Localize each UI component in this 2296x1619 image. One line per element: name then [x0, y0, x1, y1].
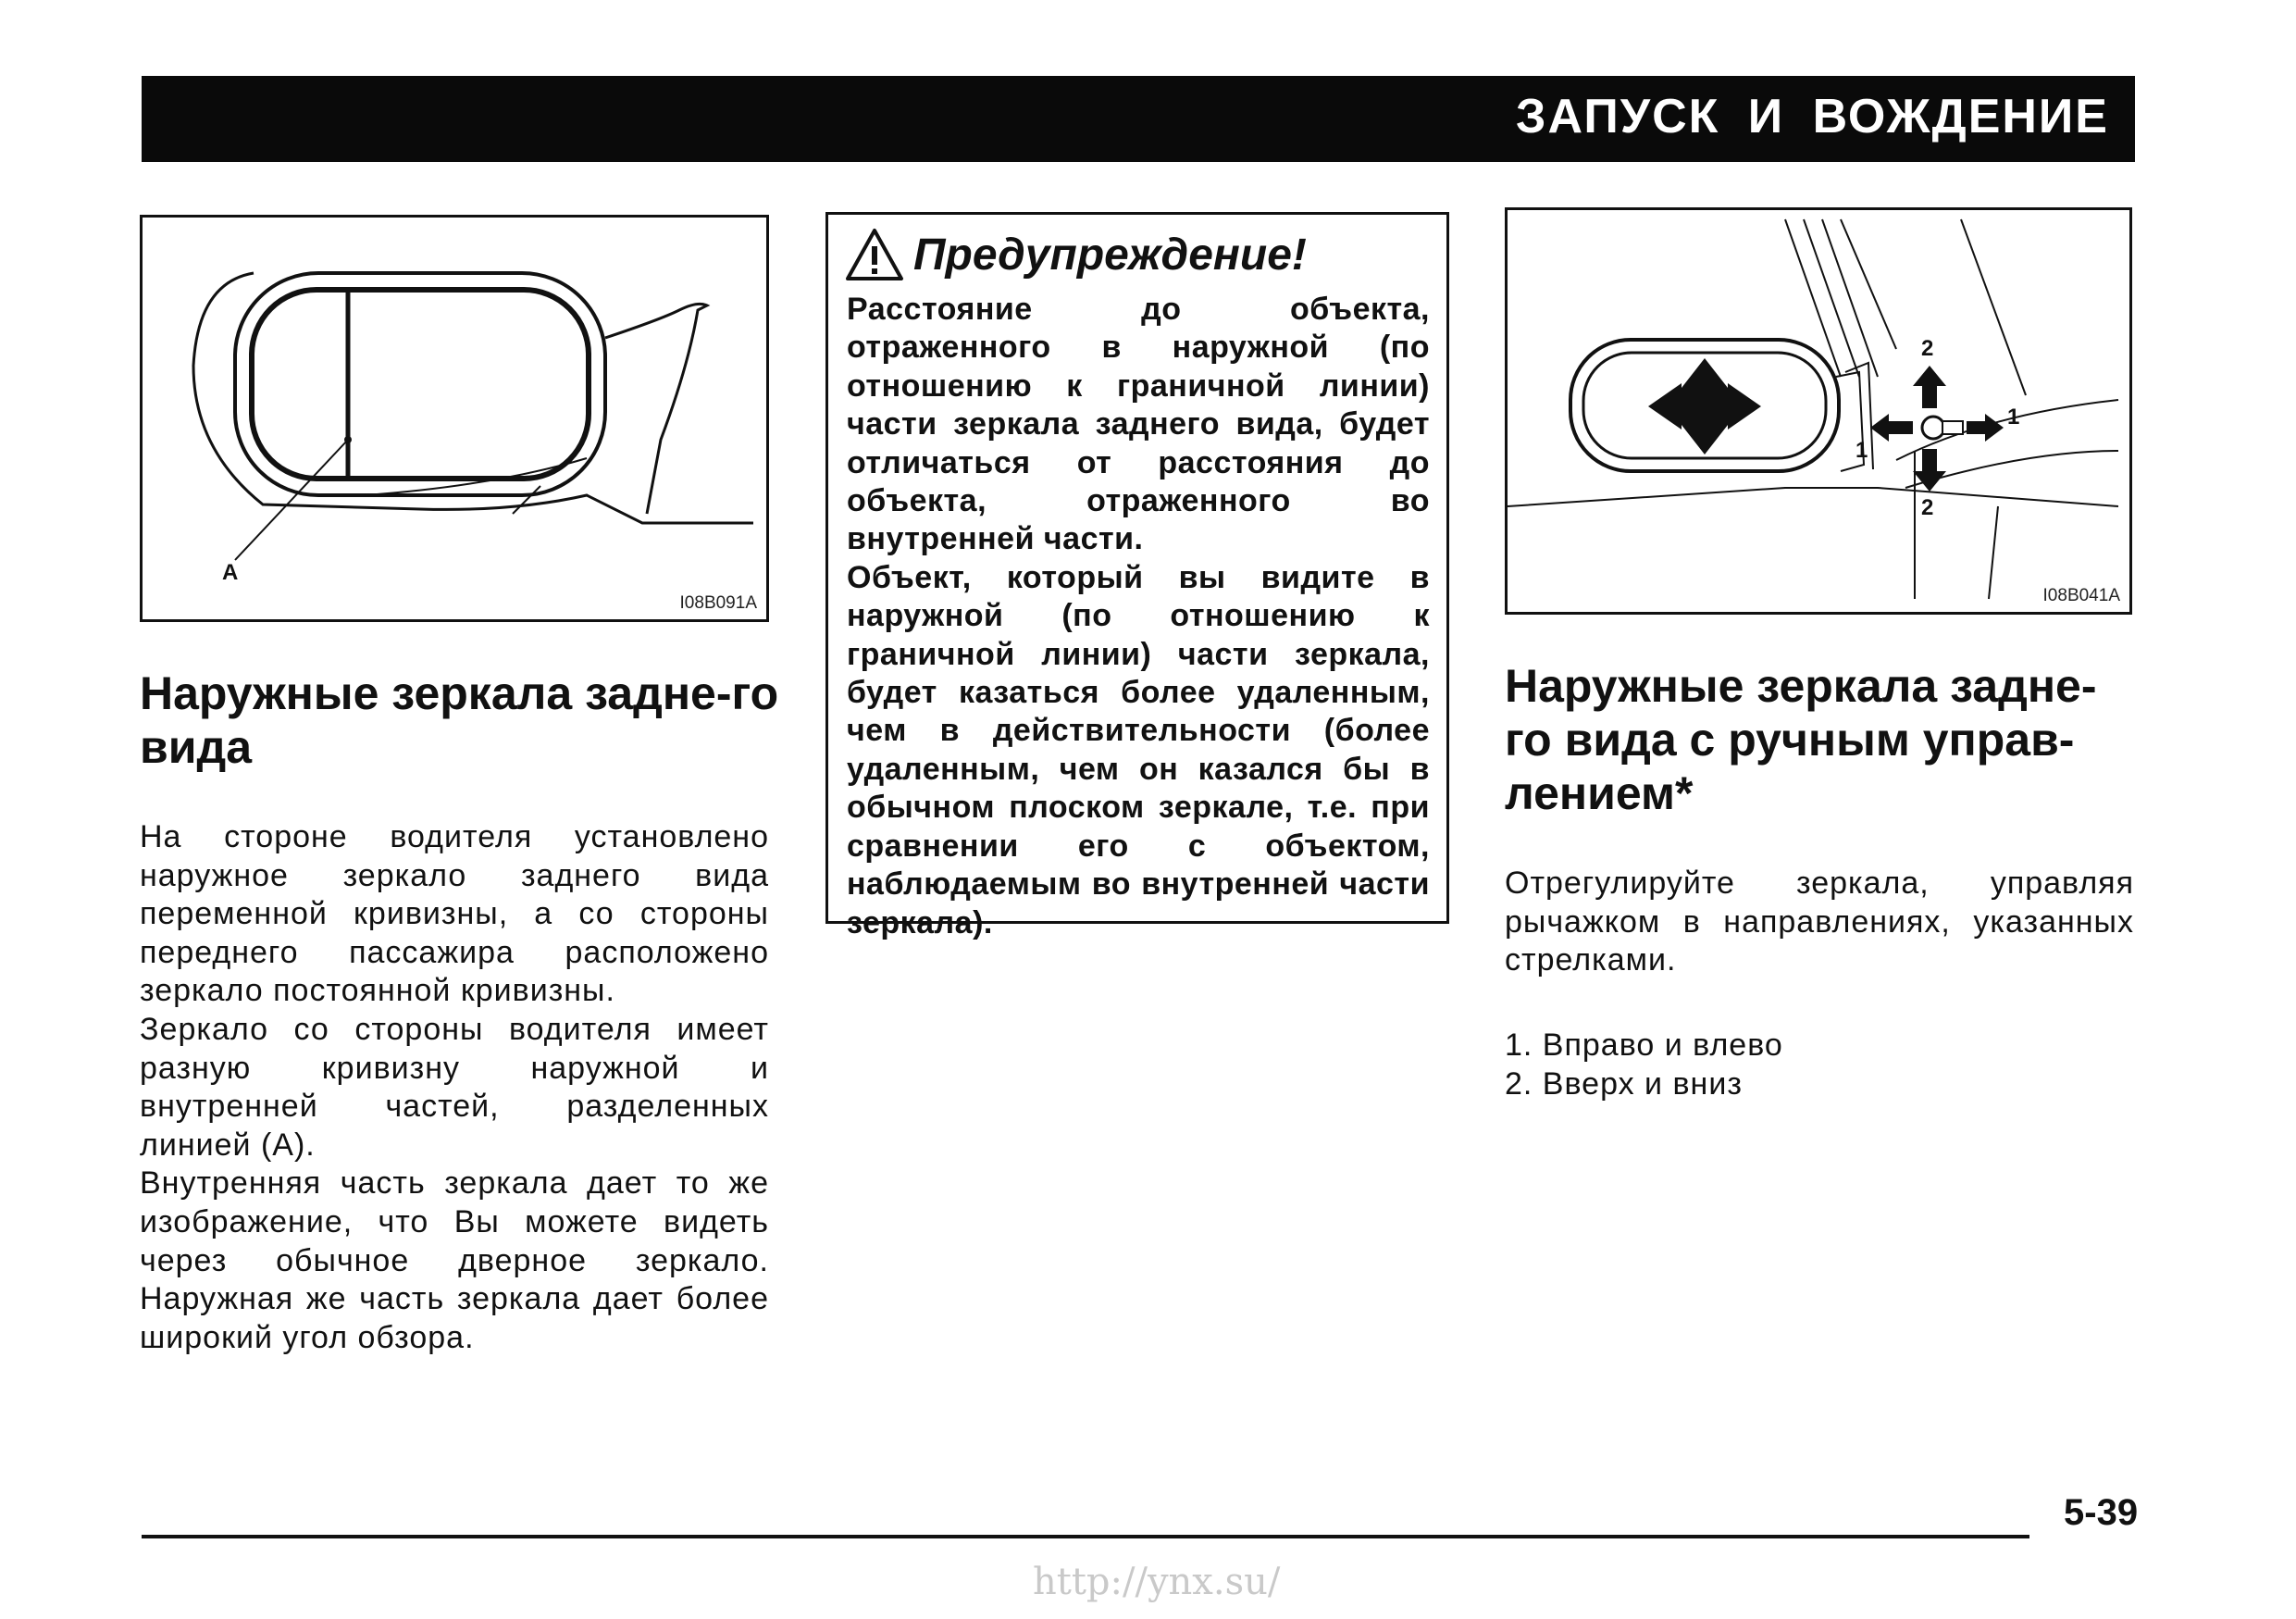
figure-code-left: I08B091A [679, 593, 757, 613]
four-way-arrow-icon [1648, 358, 1761, 455]
mirror-arm [605, 304, 707, 514]
warning-paragraph-2: Объект, который вы видите в наружной (по отношению к граничной линии) части зеркала, будет казаться более удаленным, чем в действительности (более удаленным, чем он казался бы в обычном плоском зеркале, т.е. при сравнении его с объектом, наблюдаемым во внутренней части зеркала). [847, 559, 1430, 940]
right-heading: Наружные зеркала задне-го вида с ручным управ-лением* [1505, 660, 2097, 819]
mirror-glass [252, 290, 589, 479]
arrow-label-down: 2 [1921, 495, 1934, 520]
arrow-label-left: 1 [1855, 438, 1868, 463]
mirror-figure-right [1505, 207, 2132, 615]
steps-list [1505, 1026, 1783, 1103]
warning-heading [845, 228, 1307, 281]
mirror-illustration [143, 218, 766, 619]
watermark: http://ynx.su/ [1033, 1561, 1281, 1603]
warning-triangle-icon [845, 228, 904, 281]
header-bar [142, 76, 2135, 162]
label-a: A [222, 560, 239, 585]
right-paragraph: Отрегулируйте зеркала, управляя рычажком в направлениях, указанных стрелками. [1505, 866, 2134, 978]
warning-title: Предупреждение! [913, 230, 1307, 280]
footer-rule [142, 1535, 2029, 1538]
page-number: 5-39 [2064, 1492, 2139, 1533]
warning-box [825, 212, 1449, 940]
arrow-label-up: 2 [1921, 336, 1934, 361]
leader-line [235, 440, 348, 560]
mirror-outer-frame [235, 273, 605, 495]
warning-paragraph-1: Расстояние до объекта, отраженного в наружной (по отношению к граничной линии) части зеркала заднего вида, будет отличаться от расстояния до объекта, отраженного во внутренней части. [847, 292, 1430, 557]
left-paragraph-3: Внутренняя часть зеркала дает то же изображение, что Вы можете видеть через обычное дверное зеркало. Наружная же часть зеркала дает более широкий угол обзора. [140, 1165, 769, 1355]
left-paragraph-1: На стороне водителя установлено наружное зеркало заднего вида переменной кривизны, а со стороны переднего пассажира расположено зеркало постоянной кривизны. [140, 819, 769, 1009]
mirror-figure-left [140, 215, 769, 622]
step-2: 2. Вверх и вниз [1505, 1066, 1743, 1102]
warning-body [847, 291, 1430, 942]
step-1: 1. Вправо и влево [1505, 1027, 1783, 1063]
figure-code-right: I08B041A [2042, 586, 2120, 605]
left-heading: Наружные зеркала задне-го вида [140, 667, 779, 773]
left-paragraph-2: Зеркало со стороны водителя имеет разную кривизну наружной и внутренней частей, разделенных линией (A). [140, 1011, 769, 1163]
section-title: ЗАПУСК И ВОЖДЕНИЕ [1515, 90, 2109, 143]
left-body [140, 818, 769, 1357]
right-body [1505, 865, 2134, 980]
manual-mirror-illustration [1508, 210, 2129, 612]
arrow-label-right: 1 [2007, 405, 2020, 430]
